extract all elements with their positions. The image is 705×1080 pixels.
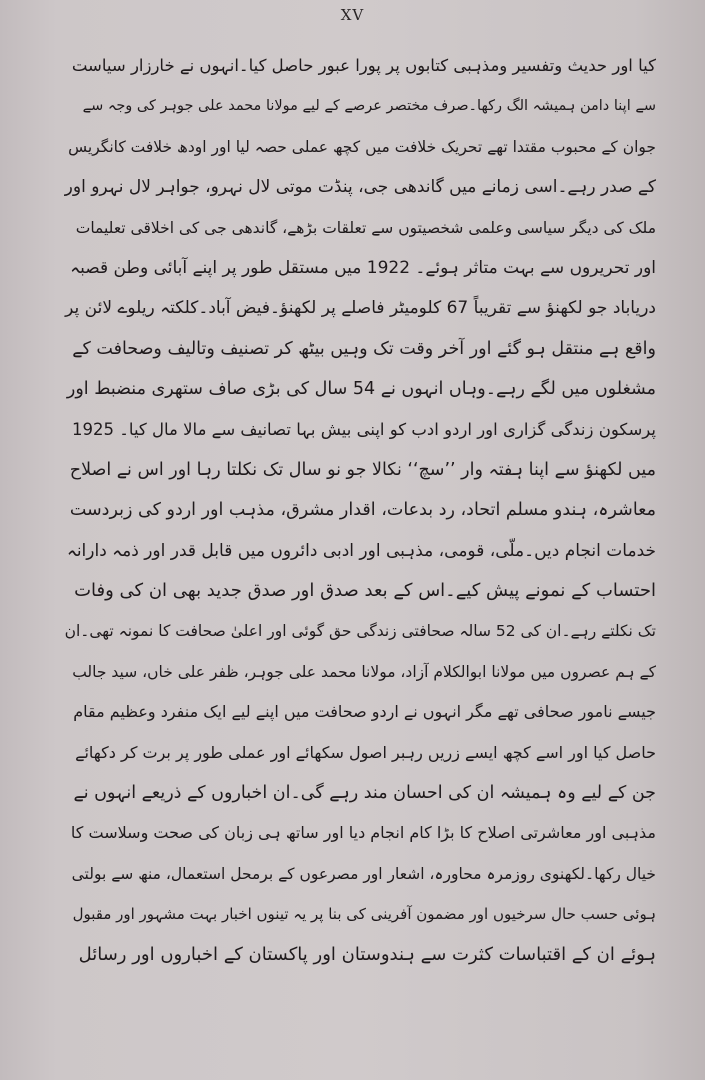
text-line: جن کے لیے وہ ہمیشہ ان کی احسان مند رہے گی۔ان اخباروں کے ذریعے انہوں نے <box>73 783 656 804</box>
page-number: XV <box>340 6 365 24</box>
text-line: کے ہم عصروں میں مولانا ابوالکلام آزاد، مولانا محمد علی جوہر، ظفر علی خاں، سید جالب <box>72 662 656 681</box>
body-text <box>64 46 656 975</box>
text-line: کے صدر رہے۔اسی زمانے میں گاندھی جی، پنڈت موتی لال نہرو، جواہر لال نہرو اور <box>64 177 656 198</box>
text-line: میں لکھنؤ سے اپنا ہفتہ وار ’’سچ‘‘ نکالا جو نو سال تک نکلتا رہا اور اس نے اصلاح <box>69 459 656 480</box>
text-line: حاصل کیا اور اسے کچھ ایسے زریں رہبر اصول سکھائے اور عملی طور پر برت کر دکھائے <box>75 742 656 762</box>
text-line: ہوئی حسب حال سرخیوں اور مضمون آفرینی کی بنا پر یہ تینوں اخبار بہت مشہور اور مقبول <box>72 905 656 924</box>
text-line: تک نکلتے رہے۔ان کی 52 سالہ صحافتی زندگی حق گوئی اور اعلیٰ صحافت کا نمونہ تھی۔ان <box>64 622 656 641</box>
text-line: مشغلوں میں لگے رہے۔وہاں انہوں نے 54 سال کی بڑی صاف ستھری منضبط اور <box>66 379 656 400</box>
text-line: دریاباد جو لکھنؤ سے تقریباً 67 کلومیٹر فاصلے پر لکھنؤ۔فیض آباد۔کلکتہ ریلوے لائن پر <box>65 298 656 319</box>
text-line: ہوئے ان کے اقتباسات کثرت سے ہندوستان اور پاکستان کے اخباروں اور رسائل <box>78 943 656 965</box>
text-line: احتساب کے نمونے پیش کیے۔اس کے بعد صدق اور صدق جدید بھی ان کی وفات <box>74 580 656 602</box>
text-line: ملک کی دیگر سیاسی وعلمی شخصیتوں سے تعلقات بڑھے، گاندھی جی کی اخلاقی تعلیمات <box>75 218 656 237</box>
text-line: کیا اور حدیث وتفسیر ومذہبی کتابوں پر پورا عبور حاصل کیا۔انہوں نے خارزار سیاست <box>71 56 656 75</box>
text-line: خیال رکھا۔لکھنوی روزمرہ محاورہ، اشعار اور مصرعوں کے برمحل استعمال، منھ سے بولتی <box>71 864 656 883</box>
text-line: واقع ہے منتقل ہو گئے اور آخر وقت تک وہیں بیٹھ کر تصنیف وتالیف وصحافت کے <box>72 338 656 359</box>
text-line: جوان کے محبوب مقتدا تھے تحریک خلافت میں کچھ عملی حصہ لیا اور اودھ خلافت کانگریس <box>68 137 656 156</box>
text-line: مذہبی اور معاشرتی اصلاح کا بڑا کام انجام دیا اور ساتھ ہی زبان کی صحت وسلاست کا <box>70 823 656 843</box>
text-line: اور تحریروں سے بہت متاثر ہوئے۔ 1922 میں مستقل طور پر اپنے آبائی وطن قصبہ <box>70 257 656 278</box>
text-line: سے اپنا دامن ہمیشہ الگ رکھا۔صرف مختصر عرصے کے لیے مولانا محمد علی جوہر کی وجہ سے <box>82 98 656 115</box>
text-line: معاشرہ، ہندو مسلم اتحاد، رد بدعات، اقدار مشرق، مذہب اور اردو کی زبردست <box>69 500 656 521</box>
text-line: خدمات انجام دیں۔ملّی، قومی، مذہبی اور ادبی دائروں میں قابل قدر اور ذمہ دارانہ <box>66 540 656 561</box>
text-line: جیسے نامور صحافی تھے مگر انہوں نے اردو صحافت میں اپنے لیے ایک منفرد وعظیم مقام <box>73 702 656 722</box>
text-line: پرسکون زندگی گزاری اور اردو ادب کو اپنی بیش بہا تصانیف سے مالا مال کیا۔ 1925 <box>72 419 656 439</box>
